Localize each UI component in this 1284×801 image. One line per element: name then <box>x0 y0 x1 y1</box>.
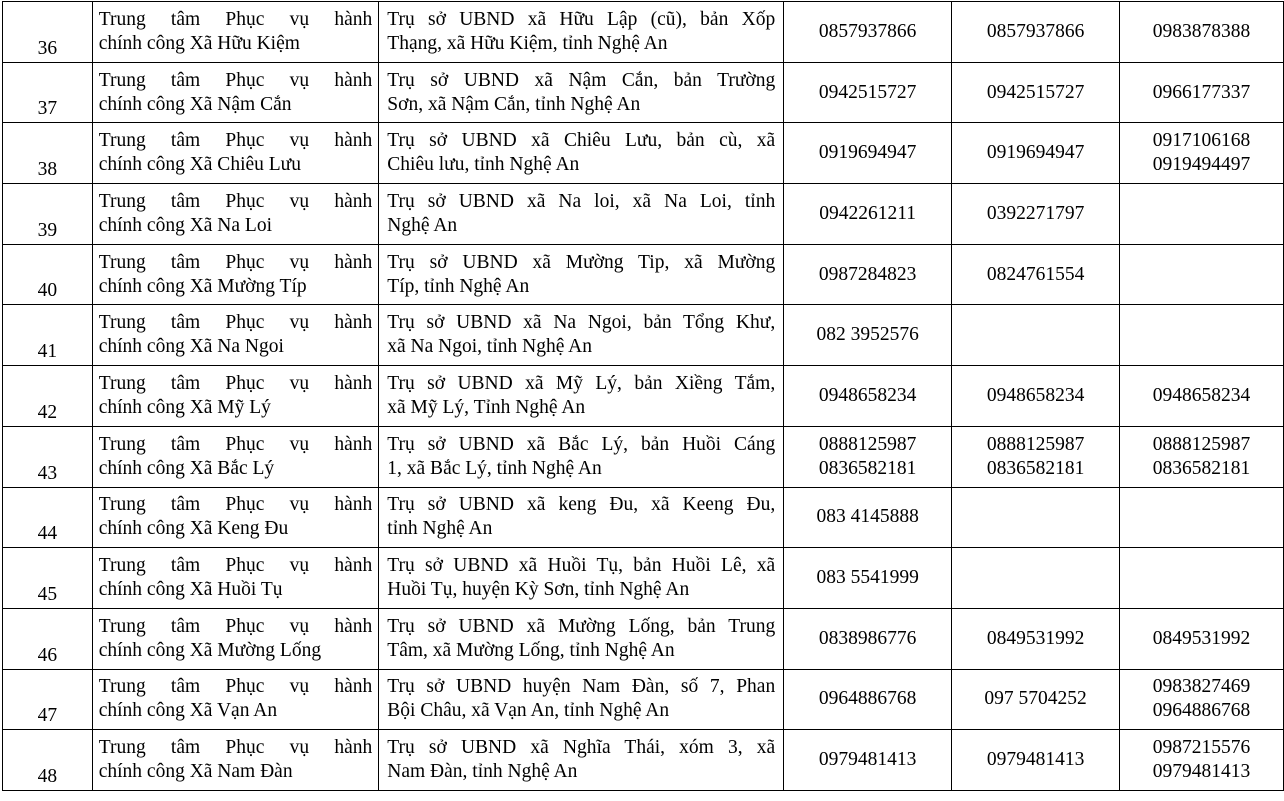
phone-number: 0849531992 <box>1152 627 1251 649</box>
center-name-line: Trung tâm Phục vụ hành <box>98 8 373 30</box>
center-name-line: chính công Xã Mường Típ <box>98 275 307 297</box>
center-name-line: chính công Xã Mường Lống <box>98 639 322 661</box>
address-line: tỉnh Nghệ An <box>387 518 493 540</box>
row-number-cell: 45 <box>3 548 93 609</box>
phone-number: 0888125987 <box>818 433 917 455</box>
center-name-cell <box>92 730 379 791</box>
phone2-cell <box>952 2 1120 63</box>
table-row <box>3 487 1284 548</box>
phone-number: 0836582181 <box>1152 457 1251 479</box>
phone3-cell <box>1120 305 1284 366</box>
table-row <box>3 123 1284 184</box>
phone3-cell <box>1120 244 1284 305</box>
phone-number: 0942515727 <box>986 81 1085 103</box>
phone1-cell <box>784 548 952 609</box>
phone-number: 0919694947 <box>986 142 1085 164</box>
address-line: xã Mỹ Lý, Tỉnh Nghệ An <box>387 396 586 418</box>
address-line: Trụ sở UBND xã Nậm Cắn, bản Trường <box>387 69 776 91</box>
address-line: Nam Đàn, tỉnh Nghệ An <box>387 761 578 783</box>
center-name-line: Trung tâm Phục vụ hành <box>98 372 373 394</box>
phone-number: 0983827469 <box>1152 676 1251 698</box>
phone1-cell <box>784 244 952 305</box>
phone2-cell <box>952 487 1120 548</box>
phone-number: 0824761554 <box>986 263 1085 285</box>
address-line: Trụ sở UBND xã Chiêu Lưu, bản cù, xã <box>387 130 776 152</box>
phone-number: 0836582181 <box>818 457 917 479</box>
phone1-cell <box>784 123 952 184</box>
row-number-cell: 42 <box>3 366 93 427</box>
phone-number: 0979481413 <box>1152 761 1251 783</box>
center-name-cell <box>92 244 379 305</box>
center-name-cell <box>92 184 379 245</box>
phone1-cell <box>784 2 952 63</box>
address-cell <box>379 305 784 366</box>
center-name-line: chính công Xã Hữu Kiệm <box>98 32 300 54</box>
table-row <box>3 548 1284 609</box>
phone-number: 097 5704252 <box>984 688 1087 710</box>
phone1-cell <box>784 426 952 487</box>
phone3-cell <box>1120 123 1284 184</box>
phone-number: 0979481413 <box>986 749 1085 771</box>
phone2-cell <box>952 123 1120 184</box>
address-line: Trụ sở UBND xã Bắc Lý, bản Huồi Cáng <box>387 433 776 455</box>
center-name-line: chính công Xã Nam Đàn <box>98 761 293 783</box>
address-line: Tâm, xã Mường Lống, tỉnh Nghệ An <box>387 639 675 661</box>
address-cell <box>379 2 784 63</box>
phone1-cell <box>784 305 952 366</box>
phone3-cell <box>1120 426 1284 487</box>
phone3-cell <box>1120 184 1284 245</box>
phone1-cell <box>784 184 952 245</box>
address-line: xã Na Ngoi, tỉnh Nghệ An <box>387 336 593 358</box>
address-line: Trụ sở UBND xã Huồi Tụ, bản Huồi Lê, xã <box>387 555 776 577</box>
center-name-line: chính công Xã Na Loi <box>98 214 273 236</box>
center-name-line: chính công Xã Vạn An <box>98 700 278 722</box>
address-line: Bội Châu, xã Vạn An, tỉnh Nghệ An <box>387 700 670 722</box>
table-row <box>3 2 1284 63</box>
address-cell <box>379 366 784 427</box>
phone-number: 0919694947 <box>818 142 917 164</box>
address-line: Trụ sở UBND xã keng Đu, xã Keeng Đu, <box>387 494 776 516</box>
address-cell <box>379 730 784 791</box>
phone3-cell <box>1120 669 1284 730</box>
center-name-cell <box>92 366 379 427</box>
phone-number: 0836582181 <box>986 457 1085 479</box>
center-name-line: chính công Xã Na Ngoi <box>98 336 284 358</box>
address-cell <box>379 608 784 669</box>
phone-number: 0983878388 <box>1152 20 1251 42</box>
center-name-line: Trung tâm Phục vụ hành <box>98 190 373 212</box>
center-name-line: Trung tâm Phục vụ hành <box>98 555 373 577</box>
phone3-cell <box>1120 548 1284 609</box>
phone2-cell <box>952 426 1120 487</box>
phone-number: 0987215576 <box>1152 737 1251 759</box>
center-name-line: Trung tâm Phục vụ hành <box>98 69 373 91</box>
center-name-line: chính công Xã Chiêu Lưu <box>98 154 301 176</box>
phone-number: 0987284823 <box>818 263 917 285</box>
phone2-cell <box>952 608 1120 669</box>
center-name-cell <box>92 2 379 63</box>
table-row <box>3 669 1284 730</box>
center-name-cell <box>92 548 379 609</box>
center-name-line: chính công Xã Nậm Cắn <box>98 93 292 115</box>
center-name-line: chính công Xã Huồi Tụ <box>98 579 283 601</box>
center-name-cell <box>92 669 379 730</box>
address-cell <box>379 62 784 123</box>
address-line: Trụ sở UBND xã Mường Lống, bản Trung <box>387 615 776 637</box>
phone-number: 0948658234 <box>1152 384 1251 406</box>
phone1-cell <box>784 366 952 427</box>
center-name-cell <box>92 426 379 487</box>
address-line: Trụ sở UBND xã Hữu Lập (cũ), bản Xốp <box>387 8 776 30</box>
address-cell <box>379 426 784 487</box>
address-cell <box>379 123 784 184</box>
phone-number: 0857937866 <box>986 20 1085 42</box>
phone1-cell <box>784 487 952 548</box>
center-name-line: Trung tâm Phục vụ hành <box>98 130 373 152</box>
center-name-cell <box>92 608 379 669</box>
phone2-cell <box>952 730 1120 791</box>
phone-number: 0849531992 <box>986 627 1085 649</box>
phone-number: 0838986776 <box>818 627 917 649</box>
row-number-cell: 47 <box>3 669 93 730</box>
row-number-cell: 46 <box>3 608 93 669</box>
center-name-cell <box>92 305 379 366</box>
center-name-line: Trung tâm Phục vụ hành <box>98 251 373 273</box>
row-number-cell: 37 <box>3 62 93 123</box>
address-line: Típ, tỉnh Nghệ An <box>387 275 530 297</box>
address-cell <box>379 244 784 305</box>
phone-number: 0888125987 <box>1152 433 1251 455</box>
center-name-line: Trung tâm Phục vụ hành <box>98 615 373 637</box>
phone1-cell <box>784 730 952 791</box>
phone3-cell <box>1120 608 1284 669</box>
phone2-cell <box>952 366 1120 427</box>
table-row <box>3 730 1284 791</box>
center-name-line: Trung tâm Phục vụ hành <box>98 433 373 455</box>
phone2-cell <box>952 305 1120 366</box>
row-number-cell: 39 <box>3 184 93 245</box>
center-name-line: Trung tâm Phục vụ hành <box>98 676 373 698</box>
center-name-line: Trung tâm Phục vụ hành <box>98 494 373 516</box>
row-number-cell: 38 <box>3 123 93 184</box>
phone-number: 082 3952576 <box>816 324 919 346</box>
row-number-cell: 43 <box>3 426 93 487</box>
phone2-cell <box>952 244 1120 305</box>
center-name-cell <box>92 62 379 123</box>
phone1-cell <box>784 62 952 123</box>
address-line: Nghệ An <box>387 214 458 236</box>
phone3-cell <box>1120 366 1284 427</box>
address-line: Trụ sở UBND xã Na Ngoi, bản Tổng Khư, <box>387 312 776 334</box>
phone-number: 0919494497 <box>1152 154 1251 176</box>
phone-number: 0948658234 <box>818 384 917 406</box>
center-name-line: Trung tâm Phục vụ hành <box>98 312 373 334</box>
phone-number: 0942515727 <box>818 81 917 103</box>
address-line: Sơn, xã Nậm Cắn, tỉnh Nghệ An <box>387 93 641 115</box>
address-line: Huồi Tụ, huyện Kỳ Sơn, tỉnh Nghệ An <box>387 579 690 601</box>
phone-number: 0964886768 <box>1152 700 1251 722</box>
phone3-cell <box>1120 487 1284 548</box>
phone2-cell <box>952 548 1120 609</box>
phone-number: 0392271797 <box>986 202 1085 224</box>
row-number-cell: 41 <box>3 305 93 366</box>
phone-number: 0979481413 <box>818 749 917 771</box>
row-number-cell: 36 <box>3 2 93 63</box>
address-line: Trụ sở UBND xã Mường Tip, xã Mường <box>387 251 776 273</box>
address-line: Trụ sở UBND xã Na loi, xã Na Loi, tỉnh <box>387 190 776 212</box>
table-row <box>3 184 1284 245</box>
row-number-cell: 48 <box>3 730 93 791</box>
table-row <box>3 366 1284 427</box>
table-row <box>3 244 1284 305</box>
phone3-cell <box>1120 730 1284 791</box>
phone-number: 0964886768 <box>818 688 917 710</box>
phone-number: 0888125987 <box>986 433 1085 455</box>
address-cell <box>379 548 784 609</box>
phone-number: 0966177337 <box>1152 81 1251 103</box>
service-centers-table <box>2 1 1284 791</box>
center-name-cell <box>92 123 379 184</box>
address-cell <box>379 669 784 730</box>
phone2-cell <box>952 184 1120 245</box>
phone1-cell <box>784 608 952 669</box>
center-name-line: chính công Xã Bắc Lý <box>98 457 275 479</box>
center-name-line: Trung tâm Phục vụ hành <box>98 737 373 759</box>
address-line: Thạng, xã Hữu Kiệm, tỉnh Nghệ An <box>387 32 668 54</box>
address-line: 1, xã Bắc Lý, tỉnh Nghệ An <box>387 457 602 479</box>
phone2-cell <box>952 62 1120 123</box>
address-line: Trụ sở UBND xã Mỹ Lý, bản Xiềng Tắm, <box>387 372 776 394</box>
phone-number: 083 5541999 <box>816 567 919 589</box>
table-body <box>3 2 1284 791</box>
center-name-line: chính công Xã Mỹ Lý <box>98 396 271 418</box>
row-number-cell: 44 <box>3 487 93 548</box>
address-line: Chiêu lưu, tỉnh Nghệ An <box>387 154 580 176</box>
phone3-cell <box>1120 2 1284 63</box>
address-cell <box>379 487 784 548</box>
phone3-cell <box>1120 62 1284 123</box>
table-row <box>3 426 1284 487</box>
table-row <box>3 62 1284 123</box>
phone-number: 083 4145888 <box>816 506 919 528</box>
phone2-cell <box>952 669 1120 730</box>
center-name-cell <box>92 487 379 548</box>
row-number-cell: 40 <box>3 244 93 305</box>
phone-number: 0857937866 <box>818 20 917 42</box>
address-line: Trụ sở UBND xã Nghĩa Thái, xóm 3, xã <box>387 737 776 759</box>
address-cell <box>379 184 784 245</box>
phone-number: 0948658234 <box>986 384 1085 406</box>
center-name-line: chính công Xã Keng Đu <box>98 518 289 540</box>
phone-number: 0917106168 <box>1152 130 1251 152</box>
table-row <box>3 305 1284 366</box>
phone1-cell <box>784 669 952 730</box>
table-row <box>3 608 1284 669</box>
phone-number: 0942261211 <box>819 202 917 224</box>
address-line: Trụ sở UBND huyện Nam Đàn, số 7, Phan <box>387 676 776 698</box>
